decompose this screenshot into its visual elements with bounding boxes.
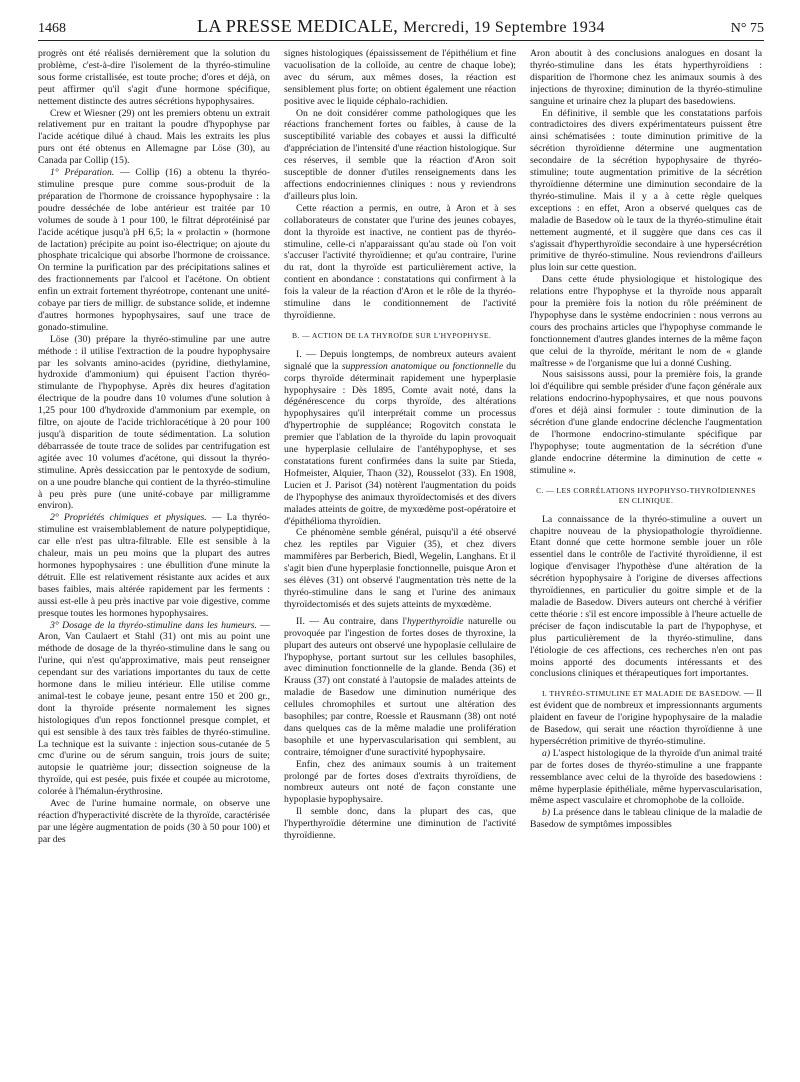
paragraph: La connaissance de la thyréo-stimuline a ouvert un chapitre nouveau de la physiopathologie thyroïdienne. Etant donné que cette hormone semble jouer un rôle essentiel dans le contrôle de l'activité thyroïdienne, il est logique d'envisager l'hypothèse d'une altération de la sécrétion hypophysaire à l'origine de diverses affections thyroïdiennes, en particulier du goitre simple et de la maladie de Basedow. Divers auteurs ont cherché à vérifier cette théorie : s'il est encore impossible à l'heure actuelle de préciser de façon indiscutable la part de l'hypophyse, et plus particulièrement de la thyréo-stimuline, dans l'étiologie de ces affections, ces recherches n'en ont pas moins apporté des documents intéressants et des conclusions cliniques et thérapeutiques fort importantes. — [530, 513, 762, 680]
paragraph: Löse (30) prépare la thyréo-stimuline par une autre méthode : il utilise l'extraction de la poudre hypophysaire par les solvants amino-acides (pyridine, diethylamine, hydroxide d'ammonium) qui épuisent l'action thyréo-stimulante de l'hypophyse. Après dix heures d'agitation électrique de la poudre dans 10 volumes d'une solution à 1,25 pour 100 d'hydroxide d'ammonium par exemple, on filtre, on ajoute de l'acide trichloracétique à 20 pour 100 jusqu'à disparition de toute sédimentation. La solution débarrassée de toute trace de solides par centrifugation est agitée avec 10 volumes d'acétone, qui dissout la thyréo-stimuline. Après dessiccation par le pentoxyde de sodium, on a une poudre blanche qui contient de la thyréo-stimuline à peu près pure (une unité-cobaye par milligramme environ). — [38, 333, 270, 512]
paragraph: Crew et Wiesner (29) ont les premiers obtenu un extrait relativement pur en traitant la poudre d'hypophyse par l'acide acétique dilué à chaud. Mais les extraits les plus purs ont été obtenus en Allemagne par Löse (30), au Canada par Collip (15). — [38, 107, 270, 167]
header-rule — [38, 40, 764, 41]
paragraph-text: II. — Au contraire, dans l' — [296, 615, 407, 627]
paragraph-text: La présence dans le tableau clinique de la maladie de Basedow de symptômes impossibles — [530, 807, 762, 831]
section-heading-b: B. — ACTION DE LA THYROÏDE SUR L'HYPOPHYSE. — [292, 330, 492, 340]
page-number: 1468 — [38, 21, 66, 36]
section-lead: 3° Dosage de la thyréo-stimuline dans les humeurs. — [50, 619, 257, 631]
paragraph-text: — Aron, Van Caulaert et Stahl (31) ont mis au point une méthode de dosage de la thyréo-stimuline dans le sang ou l'urine, qui n'est qu'approximative, mais peut renseigner cependant sur des variations importantes du taux de cette hormone dans le milieu intérieur. Elle utilise comme animal-test le cobaye jeune, pesant entre 150 et 200 gr., dont la thyroïde présente normalement les signes histologiques d'un repos fonctionnel presque complet, et qui est sensible à des taux très faibles de thyréo-stimuline. La technique est la suivante : injection sous-cutanée de 5 cmc d'urine ou de sérum sanguin, trois jours de suite; autopsie le quatrième jour; dissection soigneuse de la thyroïde, qui est pesée, puis fixée et coupée au microtome, colorée à l'hémalun-érythrosine. — [38, 619, 270, 798]
list-marker: b) — [542, 807, 551, 819]
paragraph: Il semble donc, dans la plupart des cas, que l'hyperthyroïdie détermine une diminution de l'activité thyroïdienne. — [284, 806, 516, 842]
section-lead: 2° Propriétés chimiques et physiques. — [50, 512, 207, 524]
column-middle — [284, 48, 516, 1078]
paragraph — [38, 167, 270, 334]
paragraph — [38, 512, 270, 619]
issue-number: N° 75 — [730, 21, 764, 36]
paragraph — [530, 688, 762, 748]
paragraph: Cette réaction a permis, en outre, à Aron et à ses collaborateurs de constater que l'urine des jeunes cobayes, dont la thyroïde est inactive, ne contient pas de thyréo-stimuline, celle-ci n'apparaissant qu'au stade où l'on voit s'accuser l'activité thyroïdienne; et qu'au contraire, l'urine du rat, dont la thyroïde est particulièrement active, la contient en abondance : constatations qui confirment à la fois la valeur de la réaction d'Aron et le rôle de la thyréo-stimuline dans le conditionnement de l'activité thyroïdienne. — [284, 202, 516, 321]
section-lead: 1° Préparation. — [50, 167, 115, 179]
emphasis: hyperthyroïdie — [406, 615, 464, 627]
subsection-lead: I. THYRÉO-STIMULINE ET MALADIE DE BASEDOW. — [542, 689, 742, 699]
paragraph-text: — La thyréo-stimuline est vraisemblablement de nature polypeptidique, car elle n'est pas ultra-filtrable. Elle est sensible à la chaleur, mais un peu moins que la plupart des autres hormones hypophysaires : une ébullition d'une minute la détruit. Elle est relativement résistante aux acides et aux bases faibles, mais altérée rapidement par les ferments : aussi est-elle à peu près inactive par voie digestive, comme presque toutes les hormones hypophysaires. — [38, 512, 270, 619]
paragraph — [530, 807, 762, 831]
paragraph — [284, 349, 516, 528]
paragraph: Nous saisissons aussi, pour la première fois, la grande loi d'équilibre qui semble présider d'une façon générale aux relations endocrino-hypophysaires, et que nous pouvons d'ores et déjà ainsi formuler : toute diminution de la sécrétion d'une glande endocrine déclenche l'augmentation de l'hormone endocrino-stimulante spécifique par l'hypophyse; toute augmentation de la sécrétion d'une glande endocrine détermine la diminution de cette « stimuline ». — [530, 369, 762, 476]
emphasis: suppression anatomique ou fonctionnelle — [341, 360, 504, 372]
paragraph: Enfin, chez des animaux soumis à un traitement prolongé par de fortes doses d'extraits thyroïdiens, de nombreux auteurs ont noté de façon constante une hypoplasie hypophysaire. — [284, 758, 516, 806]
paragraph — [38, 620, 270, 799]
paragraph-text: naturelle ou provoquée par l'ingestion de fortes doses de thyroxine, la plupart des auteurs ont observé une hypoplasie cellulaire de l'hypophyse, portant surtout sur les cellules basophiles, avec diminution fonctionnelle de la glande. Benda (36) et Krauss (37) ont constaté à l'autopsie de malades atteints de maladie de Basedow une diminution numérique des cellules chromophiles et surtout une altération des basophiles; par contre, Roessle et Rausmann (38) ont noté dans quelques cas de la même maladie une prolifération basophile et une hypervascularisation qui semblent, au contraire, témoigner d'une suractivité hypophysaire. — [284, 615, 516, 758]
paragraph: On ne doit considérer comme pathologiques que les réactions franchement fortes ou faibles, à cause de la susceptibilité variable des cobayes et aussi la difficulté d'appréciation de l'intensité d'une réaction histologique. Sur ces réserves, il semble que la réaction d'Aron soit susceptible de donner d'utiles renseignements dans les affections endocriniennes cliniques : nous y reviendrons d'ailleurs plus loin. — [284, 107, 516, 202]
journal-title: LA PRESSE MEDICALE, — [197, 16, 399, 36]
paragraph-text: I. — Depuis longtemps, de nombreux auteurs avaient signalé que la — [284, 348, 516, 372]
journal-title-line — [38, 16, 764, 37]
page-header — [38, 15, 764, 41]
paragraph-text: du corps thyroïde déterminait rapidement une hyperplasie hypophysaire : Dès 1895, Comte avait noté, dans la dégénérescence du corps thyroïde, des altérations hypophysaires qu'il interprétait comme un processus d'hypertrophie de suppléance; Rogovitch constata le premier que l'ablation de la thyroïde du lapin provoquait une hyperplasie cellulaire de l'antéhypophyse, et ses constatations furent confirmées dans la suite par Stieda, Hofmeister, Alquier, Thaon (32), Rousselot (33). En 1908, Lucien et J. Parisot (34) notèrent l'augmentation du poids de l'hypophyse des animaux thyroïdectomisés et des divers malades atteints de goitre, de myxœdème post-opératoire et d'épithélioma thyroïdien. — [284, 360, 516, 527]
paragraph: Dans cette étude physiologique et histologique des relations entre l'hypophyse et la thyroïde nous apparaît pour la première fois la notion du rôle prééminent de l'hypophyse dans le système endocrinien : nous verrons au cours des prochains articles que l'hypophyse commande le fonctionnement d'autres glandes internes de la même façon que celui de la thyroïde, méritant le nom de « glande maîtresse » de l'organisme que lui a donné Cushing. — [530, 274, 762, 369]
paragraph-text: L'aspect histologique de la thyroïde d'un animal traité par de fortes doses de thyréo-stimuline a une frappante ressemblance avec celui de la thyroïde des basedowiens : même hyperplasie épithéliale, même hypervascularisation, même aspect vasculaire et chromophobe de la colloïde. — [530, 747, 762, 807]
issue-date: Mercredi, 19 Septembre 1934 — [403, 19, 605, 36]
paragraph — [530, 748, 762, 808]
paragraph: progrès ont été réalisés dernièrement que la solution du problème, c'est-à-dire l'isolement de la thyréo-stimuline sous forme cristallisée, est toute proche; d'ores et déjà, on peut affirmer qu'il s'agit d'une hormone spécifique, nettement distincte des autres sécrétions hypophysaires. — [38, 48, 270, 107]
list-marker: a) — [542, 747, 551, 759]
paragraph — [284, 616, 516, 759]
paragraph: Aron aboutit à des conclusions analogues en dosant la thyréo-stimuline dans les états hyperthyroïdiens : disparition de l'hormone chez les animaux soumis à des injections de thyroxine; diminution de la thyréo-stimuline sanguine et urinaire chez la plupart des basedowiens. — [530, 48, 762, 107]
paragraph-text: — Il est évident que de nombreux et impressionnants arguments plaident en faveur de l'origine hypophysaire de la maladie de Basedow, qui serait une réaction thyroïdienne à une hypersécrétion primitive de thyréo-stimuline. — [530, 688, 762, 747]
column-right — [530, 48, 762, 1078]
section-heading-c: C. — LES CORRÉLATIONS HYPOPHYSO-THYROÏDIENNES EN CLINIQUE. — [536, 485, 756, 505]
paragraph: signes histologiques (épaississement de l'épithélium et fine vacuolisation de la colloïde, au centre de chaque lobe); avec du sérum, aux mêmes doses, la réaction est sensiblement plus forte; on obtient également une réaction positive avec le liquide céphalo-rachidien. — [284, 48, 516, 107]
paragraph: En définitive, il semble que les constatations parfois contradictoires des divers expérimentateurs puissent être ainsi schématisées : toute diminution primitive de la sécrétion thyroïdienne détermine une augmentation secondaire de la sécrétion hypophysaire de thyréo-stimuline; toute augmentation primitive de la sécrétion thyroïdienne détermine une diminution secondaire de la thyréo-stimuline. Mais il y a à cette règle quelques exceptions : en effet, Aron a observé quelques cas de maladie de Basedow où le taux de la thyréo-stimuline était nettement augmenté, et il suggère que dans ces cas il s'agissait d'hyperthyroïdie secondaire à une hypersécrétion primitive de thyréo-stimuline. Nous reviendrons d'ailleurs plus loin sur cette question. — [530, 107, 762, 274]
paragraph: Avec de l'urine humaine normale, on observe une réaction d'hyperactivité discrète de la thyroïde, caractérisée par une légère augmentation de poids (30 à 50 pour 100) et par des — [38, 798, 270, 845]
paragraph-text: — Collip (16) a obtenu la thyréo-stimuline presque pure comme sous-produit de la préparation de l'hormone de croissance hypophysaire : la poudre desséchée de lobe antérieur est traitée par 10 volumes de soude à 1 pour 100, le filtrat déprotéinisé par l'acide acétique jusqu'à pH 6,5; la « prolactin » (hormone de lactation) précipite au point iso-électrique; on ajoute du phosphate tricalcique qui absorbe l'hormone de croissance. On termine la purification par des précipitations salines et des fractionnements par l'alcool et l'acétone. On obtient enfin un extrait fortement thyréotrope, contenant une unité-cobaye par tiers de milligr. de substance solide, et indemne d'autres hormones hypophysaires, sauf une trace de gonado-stimuline. — [38, 167, 270, 333]
paragraph: Ce phénomène semble général, puisqu'il a été observé chez les reptiles par Viguier (35), et chez divers mammifères par Berberich, Biedl, Wegelin, Langhans. Et il s'agit bien d'une hyperplasie fonctionnelle, puisque Aron et ses élèves (31) ont observé l'augmentation très nette de la thyréo-stimuline dans le sang et l'urine des animaux thyroïdectomisés et des sujets atteints de myxœdème. — [284, 527, 516, 610]
column-left — [38, 48, 270, 1078]
